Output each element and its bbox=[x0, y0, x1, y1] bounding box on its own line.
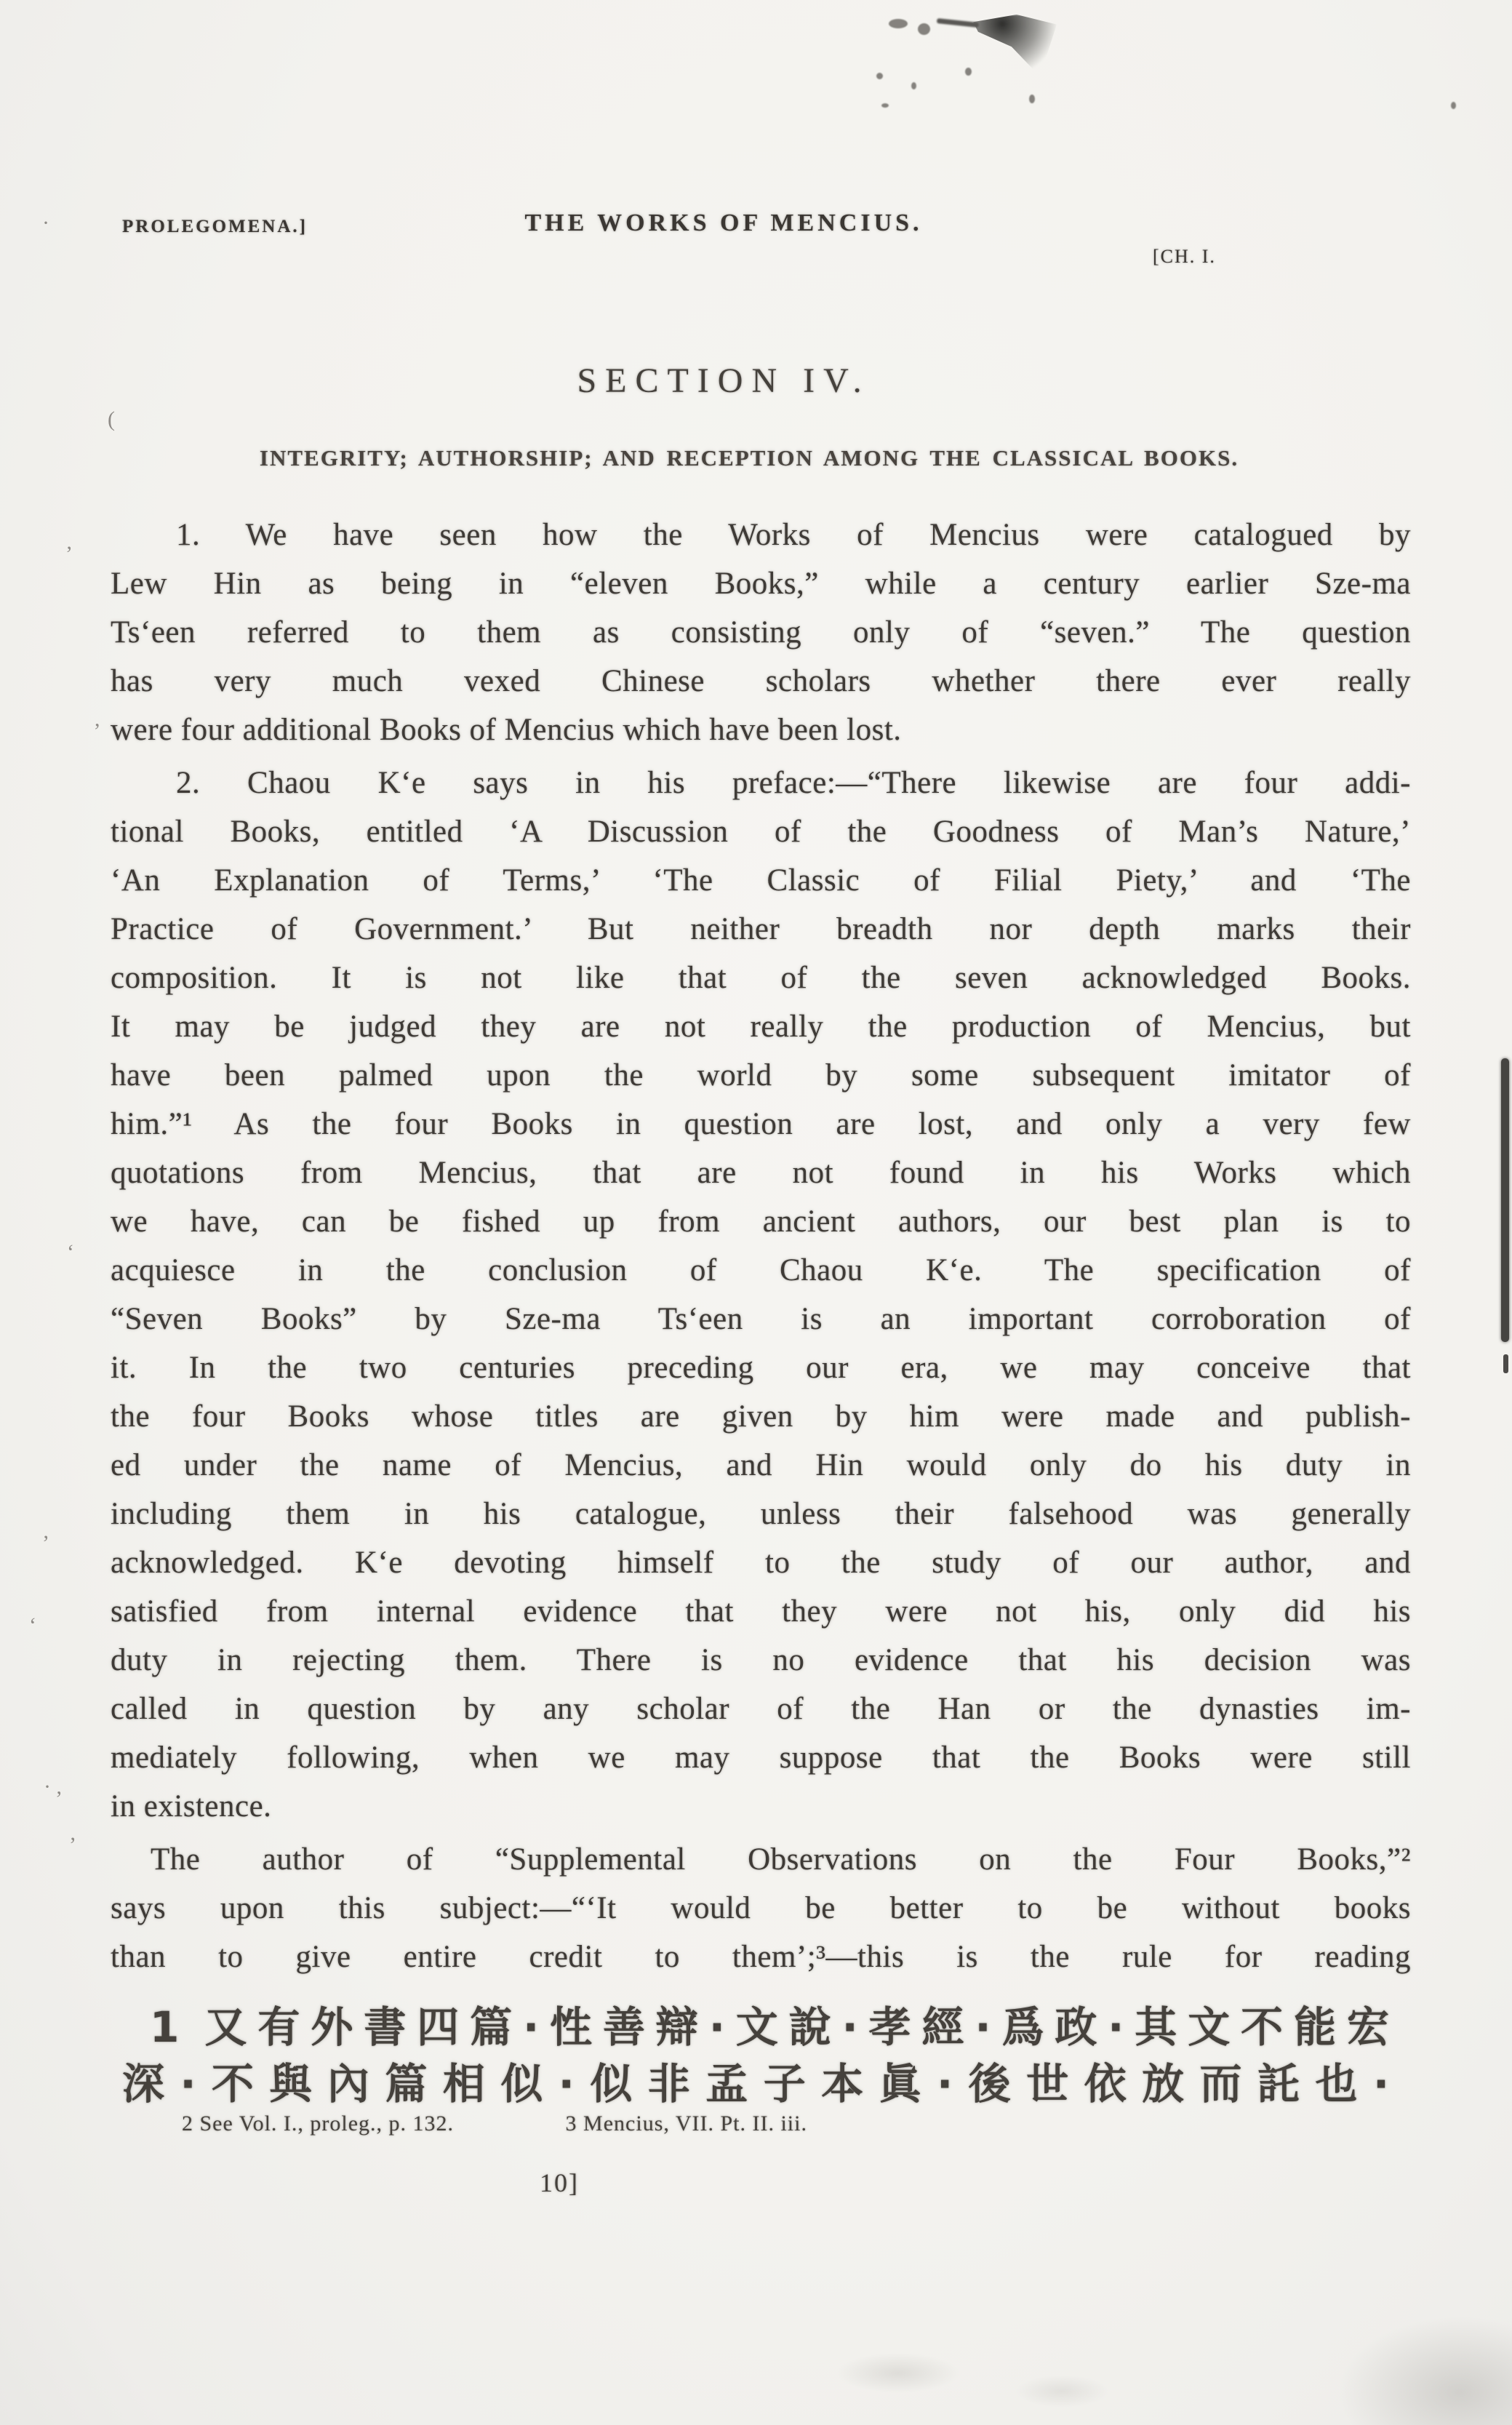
scan-blot bbox=[1337, 2316, 1512, 2425]
running-header-left: PROLEGOMENA.] bbox=[122, 217, 308, 236]
text-line: duty in rejecting them. There is no evidence that his decision was bbox=[111, 1643, 1411, 1677]
text-line: composition. It is not like that of the seven acknowledged Books. bbox=[111, 961, 1411, 995]
gutter-ink-dash bbox=[1503, 1354, 1508, 1373]
footnote-ref: 2 See Vol. I., proleg., p. 132. bbox=[182, 2112, 455, 2136]
margin-speck: ’ bbox=[42, 1531, 49, 1555]
text-line: were four additional Books of Mencius which have been lost. bbox=[111, 713, 902, 747]
text-line: 2. Chaou K‘e says in his preface:—“There likewise are four addi- bbox=[176, 766, 1411, 800]
section-title: SECTION IV. bbox=[577, 361, 871, 400]
ink-speck bbox=[911, 82, 916, 89]
running-header-right: [CH. I. bbox=[1153, 246, 1216, 267]
text-line: mediately following, when we may suppose that the Books were still bbox=[111, 1741, 1411, 1775]
text-line: The author of “Supplemental Observations on the Four Books,”² bbox=[151, 1842, 1411, 1877]
margin-speck: ‘ bbox=[29, 1613, 36, 1637]
text-line: acquiesce in the conclusion of Chaou K‘e. The specification of bbox=[111, 1253, 1411, 1287]
text-line: him.”¹ As the four Books in question are lost, and only a very few bbox=[111, 1107, 1411, 1141]
text-line: we have, can be fished up from ancient authors, our best plan is to bbox=[111, 1204, 1411, 1239]
paragraph bbox=[111, 1835, 1411, 1981]
scan-blot bbox=[1015, 2375, 1109, 2408]
footnote-ref: 3 Mencius, VII. Pt. II. iii. bbox=[565, 2112, 807, 2136]
running-header-title: THE WORKS OF MENCIUS. bbox=[524, 209, 923, 236]
ink-speck bbox=[965, 68, 972, 76]
text-line: “Seven Books” by Sze-ma Ts‘een is an important corroboration of bbox=[111, 1302, 1411, 1336]
text-line: ‘An Explanation of Terms,’ ‘The Classic of Filial Piety,’ and ‘The bbox=[111, 863, 1411, 898]
ink-smudge bbox=[973, 15, 1057, 76]
text-line: ed under the name of Mencius, and Hin would only do his duty in bbox=[111, 1448, 1411, 1482]
scan-blot bbox=[836, 2353, 960, 2393]
text-line: quotations from Mencius, that are not found in his Works which bbox=[111, 1156, 1411, 1190]
text-line: than to give entire credit to them’;³—this is the rule for reading bbox=[111, 1940, 1411, 1974]
text-line: 1. We have seen how the Works of Mencius were catalogued by bbox=[176, 518, 1411, 552]
text-line: satisfied from internal evidence that they were not his, only did his bbox=[111, 1594, 1411, 1629]
text-line: Lew Hin as being in “eleven Books,” while a century earlier Sze-ma bbox=[111, 567, 1411, 601]
page-body bbox=[111, 511, 1411, 1981]
gutter-ink-bar bbox=[1501, 1058, 1509, 1342]
paragraph bbox=[111, 511, 1411, 754]
margin-speck: ’ bbox=[69, 1833, 76, 1857]
text-line: it. In the two centuries preceding our era, we may conceive that bbox=[111, 1351, 1411, 1385]
text-line: acknowledged. K‘e devoting himself to the study of our author, and bbox=[111, 1546, 1411, 1580]
section-subtitle: INTEGRITY; AUTHORSHIP; AND RECEPTION AMONG THE CLASSICAL BOOKS. bbox=[259, 445, 1239, 471]
text-line: Ts‘een referred to them as consisting only of “seven.” The question bbox=[111, 615, 1411, 650]
footnote-chinese bbox=[122, 1999, 1389, 2112]
ink-smudge bbox=[937, 18, 979, 28]
ink-speck bbox=[1029, 95, 1035, 103]
ink-speck bbox=[889, 19, 908, 28]
margin-speck: · bbox=[42, 211, 49, 235]
ink-speck bbox=[1451, 102, 1456, 109]
text-line: It may be judged they are not really the production of Mencius, but bbox=[111, 1010, 1411, 1044]
margin-speck: · , bbox=[44, 1775, 62, 1799]
margin-speck: , bbox=[95, 707, 100, 731]
text-line: have been palmed upon the world by some subsequent imitator of bbox=[111, 1058, 1411, 1092]
text-line: has very much vexed Chinese scholars whether there ever really bbox=[111, 664, 1411, 698]
text-line: including them in his catalogue, unless their falsehood was generally bbox=[111, 1497, 1411, 1531]
ink-speck bbox=[918, 23, 930, 35]
ink-speck bbox=[876, 73, 883, 79]
margin-speck: ‘ bbox=[67, 1240, 74, 1264]
text-line: says upon this subject:—“‘It would be better to be without books bbox=[111, 1891, 1411, 1925]
text-line: Practice of Government.’ But neither breadth nor depth marks their bbox=[111, 912, 1411, 946]
paragraph bbox=[111, 759, 1411, 1831]
text-line: in existence. bbox=[111, 1789, 272, 1823]
margin-speck: ’ bbox=[65, 542, 73, 566]
footnote-refs bbox=[182, 2112, 807, 2136]
text-line: called in question by any scholar of the Han or the dynasties im- bbox=[111, 1692, 1411, 1726]
footnote-chinese-line: 深·不與內篇相似·似非孟子本眞·後世依放而託也· bbox=[122, 2059, 1389, 2109]
text-line: tional Books, entitled ‘A Discussion of the Goodness of Man’s Nature,’ bbox=[111, 815, 1411, 849]
margin-speck: ( bbox=[108, 407, 115, 431]
ink-speck bbox=[881, 103, 889, 108]
text-line: the four Books whose titles are given by him were made and publish- bbox=[111, 1399, 1411, 1434]
page-number: 10] bbox=[540, 2168, 579, 2197]
footnote-chinese-line: 1 又有外書四篇·性善辯·文說·孝經·爲政·其文不能宏 bbox=[150, 2002, 1389, 2052]
